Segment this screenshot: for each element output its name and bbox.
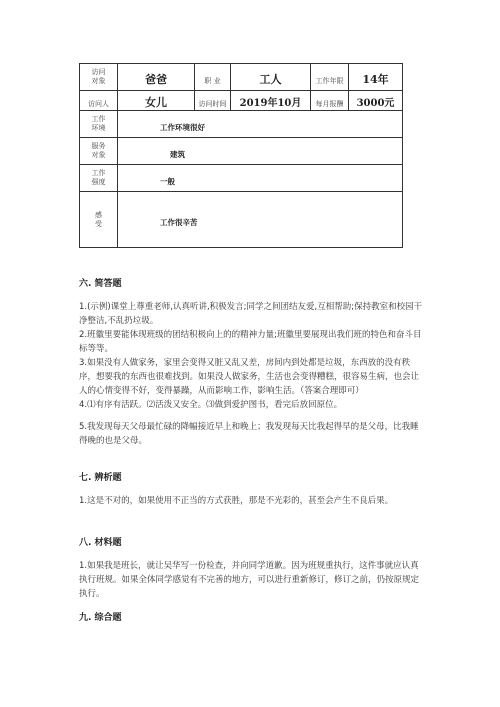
feeling-value: 工作很辛苦 — [118, 192, 403, 248]
answer-6-1: 1.(示例)课堂上尊重老师,认真听讲,积极发言;同学之间团结友爱,互相帮助;保持教室和校园干净整洁,不乱扔垃圾。 — [79, 302, 423, 326]
answer-6-2: 2.班徽里要能体现班级的团结积极向上的的精神力量;班徽里要展现出我们班的特色和奋斗目标等等。 — [79, 330, 422, 354]
section-9-title: 九. 综合题 — [79, 613, 122, 623]
env-label: 工作 环境 — [80, 111, 118, 138]
section-7 — [79, 471, 424, 508]
job-label: 职 业 — [195, 64, 231, 91]
salary-label: 每月报酬 — [311, 91, 349, 111]
env-value: 工作环境很好 — [118, 111, 403, 138]
interview-table — [79, 63, 403, 248]
visitor-label: 访问人 — [80, 91, 118, 111]
section-7-title: 七. 辨析题 — [79, 473, 122, 483]
section-6 — [79, 277, 424, 448]
visit-time-value: 2019年10月 — [231, 91, 311, 111]
visit-target-value: 爸爸 — [118, 64, 195, 91]
years-label: 工作年限 — [311, 64, 349, 91]
answer-6-4: 4.⑴有序有活跃。⑵活泼又安全。⑶做到爱护图书，看完后放回原位。 — [79, 400, 343, 410]
section-8 — [79, 536, 424, 601]
section-6-title: 六. 简答题 — [79, 279, 122, 289]
feeling-label: 感 受 — [80, 192, 118, 248]
service-value: 建筑 — [118, 138, 403, 165]
service-label: 服务 对象 — [80, 138, 118, 165]
job-value: 工人 — [231, 64, 311, 91]
intensity-value: 一般 — [118, 165, 403, 192]
section-9 — [79, 611, 424, 625]
answer-6-3: 3.如果没有人做家务，家里会变得又脏又乱又差，房间内到处都是垃圾，东西放的没有秩序，想要我的东西也很难找到。如果没人做家务，生活也会变得糟糕，很容易生病，也会让人的心情变得不好，变得暴躁，从而影响工作，影响生活。（答案合理即可） — [79, 358, 420, 396]
visitor-value: 女儿 — [118, 91, 195, 111]
answer-6-5: 5.我发现每天父母最忙碌的降幅接近早上和晚上；我发现每天比我起得早的是父母，比我睡得晚的也是父母。 — [79, 422, 419, 446]
visit-time-label: 访问时间 — [195, 91, 231, 111]
salary-value: 3000元 — [349, 91, 403, 111]
intensity-label: 工作 强度 — [80, 165, 118, 192]
visit-target-label: 访问 对象 — [80, 64, 118, 91]
years-value: 14年 — [349, 64, 403, 91]
answer-8-1: 1.如果我是班长，就让吴华写一份检查，并向同学道歉。因为班规重执行，这件事就应认真执行班规。如果全体同学感觉有不完善的地方，可以进行重新修订，修订之前，仍按原规定执行。 — [79, 561, 420, 599]
answer-7-1: 1.这是不对的，如果使用不正当的方式获胜，那是不光彩的，甚至会产生不良后果。 — [79, 496, 394, 506]
section-8-title: 八. 材料题 — [79, 538, 122, 548]
